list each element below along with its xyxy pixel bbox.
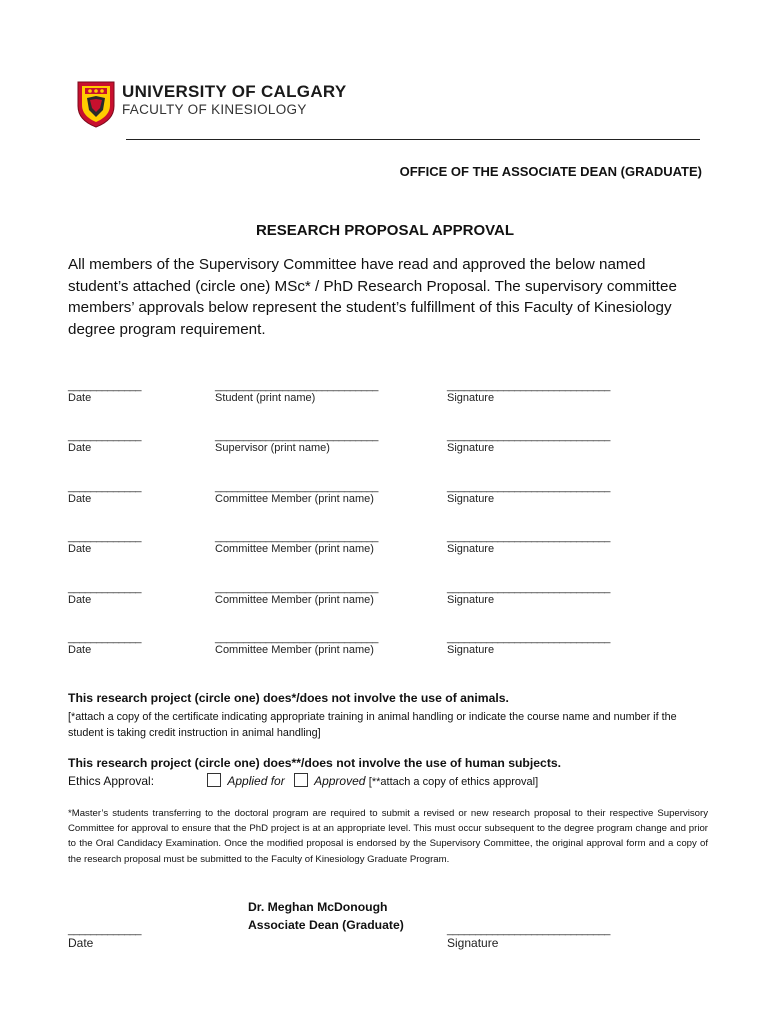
- university-name: UNIVERSITY OF CALGARY: [122, 82, 347, 101]
- signature-label: Signature: [447, 936, 499, 950]
- footnote-paragraph: *Master’s students transferring to the doctoral program are required to submit a revised or new research proposal to their respective Supervisory Committee for approval to ensure that the PhD project is at an appropriate level. This must occur subsequent to the degree program change and prior to the Oral Candidacy Examination. Once the modified proposal is endorsed by the Supervisory Committee, the original approval form and a copy of the research proposal must be submitted to the Faculty of Kinesiology Graduate Program.: [68, 808, 708, 865]
- approved-label: Approved: [314, 774, 366, 788]
- name-field[interactable]: _____________________________: [215, 380, 378, 392]
- signature-row-supervisor: [68, 430, 708, 470]
- signature-row-committee-4: [68, 632, 708, 672]
- ethics-note: [**attach a copy of ethics approval]: [368, 776, 539, 788]
- dean-name: Dr. Meghan McDonough: [248, 900, 388, 914]
- signature-label: Signature: [447, 392, 495, 404]
- signature-field[interactable]: _____________________________: [447, 430, 610, 442]
- approved-checkbox[interactable]: [294, 773, 308, 787]
- name-label: Committee Member (print name): [215, 594, 374, 606]
- date-field[interactable]: _____________: [68, 481, 142, 493]
- intro-paragraph: All members of the Supervisory Committee have read and approved the below named student’s attached (circle one) MSc* / PhD Research Proposal. The supervisory committee members’ approvals below represent the student’s fulfillment of this Faculty of Kinesiology degree program requirement.: [68, 256, 677, 338]
- dean-signature-row: [68, 924, 708, 964]
- name-label: Student (print name): [215, 392, 316, 404]
- name-field[interactable]: _____________________________: [215, 430, 378, 442]
- faculty-name: FACULTY OF KINESIOLOGY: [122, 102, 307, 117]
- header-divider: [126, 139, 700, 140]
- date-label: Date: [68, 392, 92, 404]
- signature-label: Signature: [447, 493, 495, 505]
- name-field[interactable]: _____________________________: [215, 531, 378, 543]
- signature-field[interactable]: _____________________________: [447, 380, 610, 392]
- applied-for-checkbox[interactable]: [207, 773, 221, 787]
- signature-field[interactable]: _____________________________: [447, 481, 610, 493]
- signature-row-committee-3: [68, 582, 708, 622]
- name-label: Supervisor (print name): [215, 442, 330, 454]
- signature-row-committee-2: [68, 531, 708, 571]
- signature-label: Signature: [447, 644, 495, 656]
- dean-title: Associate Dean (Graduate): [248, 918, 404, 932]
- human-subjects-statement: This research project (circle one) does**/does not involve the use of human subjects.: [68, 756, 562, 770]
- name-label: Committee Member (print name): [215, 543, 374, 555]
- date-field[interactable]: _____________: [68, 582, 142, 594]
- university-crest-icon: [76, 80, 116, 128]
- signature-label: Signature: [447, 594, 495, 606]
- date-field[interactable]: _____________: [68, 430, 142, 442]
- signature-field[interactable]: _____________________________: [447, 924, 610, 936]
- date-label: Date: [68, 493, 92, 505]
- date-label: Date: [68, 594, 92, 606]
- ethics-approval-label: Ethics Approval:: [68, 774, 155, 788]
- applied-for-label: Applied for: [227, 774, 285, 788]
- signature-label: Signature: [447, 543, 495, 555]
- signature-field[interactable]: _____________________________: [447, 531, 610, 543]
- signature-row-student: [68, 380, 708, 420]
- date-label: Date: [68, 543, 92, 555]
- signature-label: Signature: [447, 442, 495, 454]
- name-label: Committee Member (print name): [215, 644, 374, 656]
- date-field[interactable]: _____________: [68, 531, 142, 543]
- name-field[interactable]: _____________________________: [215, 481, 378, 493]
- name-label: Committee Member (print name): [215, 493, 374, 505]
- page-title: RESEARCH PROPOSAL APPROVAL: [255, 222, 515, 239]
- name-field[interactable]: _____________________________: [215, 632, 378, 644]
- signature-row-committee-1: [68, 481, 708, 521]
- animals-note: [*attach a copy of the certificate indicating appropriate training in animal handling or indicate the course name and number if the student is taking credit instruction in animal handling]: [68, 711, 677, 739]
- date-label: Date: [68, 442, 92, 454]
- signature-field[interactable]: _____________________________: [447, 582, 610, 594]
- signature-field[interactable]: _____________________________: [447, 632, 610, 644]
- date-field[interactable]: _____________: [68, 632, 142, 644]
- name-field[interactable]: _____________________________: [215, 582, 378, 594]
- animals-statement: This research project (circle one) does*/does not involve the use of animals.: [68, 691, 509, 705]
- date-field[interactable]: _____________: [68, 924, 142, 936]
- date-field[interactable]: _____________: [68, 380, 142, 392]
- date-label: Date: [68, 936, 94, 950]
- date-label: Date: [68, 644, 92, 656]
- ethics-approval-row: [68, 773, 538, 788]
- office-heading: OFFICE OF THE ASSOCIATE DEAN (GRADUATE): [399, 164, 702, 179]
